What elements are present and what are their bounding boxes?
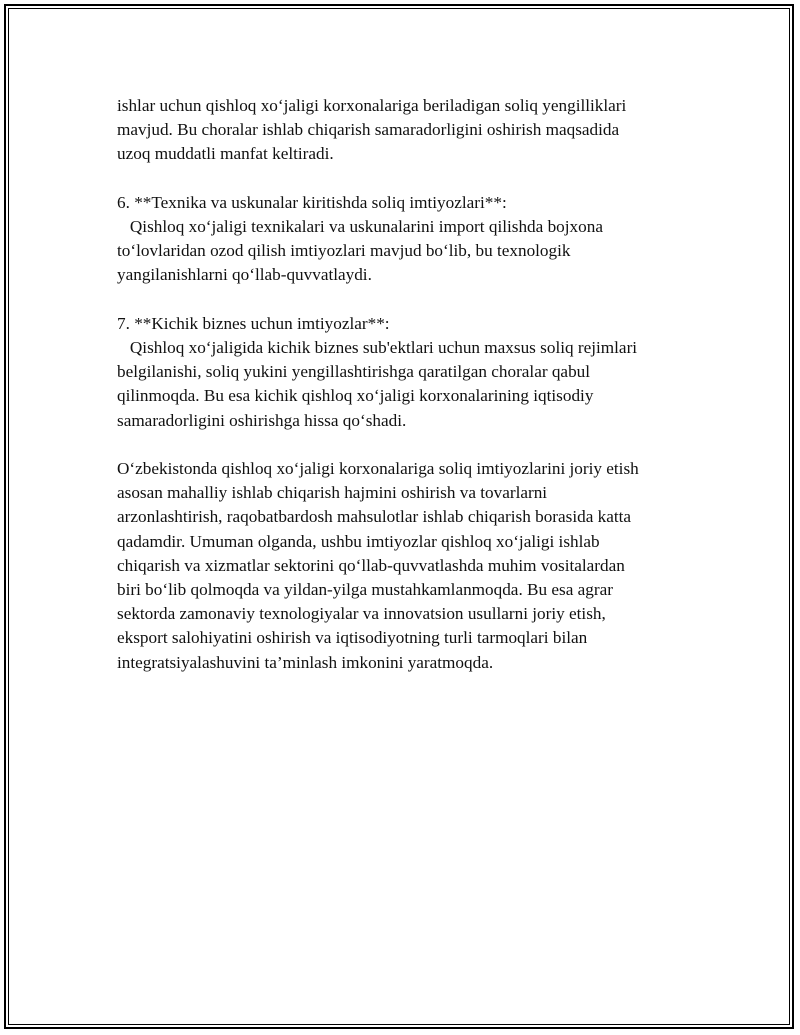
- text-line: chiqarish va xizmatlar sektorini qo‘llab-quvvatlashda muhim vositalardan: [117, 555, 625, 575]
- text-line: sektorda zamonaviy texnologiyalar va innovatsion usullarni joriy etish,: [117, 604, 606, 624]
- paragraph-gap: [117, 433, 697, 457]
- text-line: belgilanishi, soliq yukini yengillashtirishga qaratilgan choralar qabul: [117, 362, 591, 382]
- paragraph-gap: [117, 288, 697, 312]
- text-line: arzonlashtirish, raqobatbardosh mahsulotlar ishlab chiqarish borasida katta: [117, 507, 632, 527]
- text-line: integratsiyalashuvini ta’minlash imkonini yaratmoqda.: [117, 652, 494, 672]
- conclusion-paragraph: [117, 457, 697, 675]
- text-line: Qishloq xo‘jaligida kichik biznes sub'ektlari uchun maxsus soliq rejimlari: [117, 338, 638, 357]
- item-7-heading: 7. **Kichik biznes uchun imtiyozlar**:: [117, 313, 390, 333]
- text-line: yangilanishlarni qo‘llab-quvvatlaydi.: [117, 265, 372, 285]
- text-line: O‘zbekistonda qishloq xo‘jaligi korxonalariga soliq imtiyozlarini joriy etish: [117, 459, 639, 478]
- text-line: Qishloq xo‘jaligi texnikalari va uskunalarini import qilishda bojxona: [117, 217, 603, 236]
- text-line: qadamdir. Umuman olganda, ushbu imtiyozlar qishloq xo‘jaligi ishlab: [117, 531, 600, 551]
- item-6: [117, 191, 697, 288]
- item-7: [117, 312, 697, 433]
- text-line: biri bo‘lib qolmoqda va yildan-yilga mustahkamlanmoqda. Bu esa agrar: [117, 580, 613, 600]
- text-line: ishlar uchun qishloq xo‘jaligi korxonalariga beriladigan soliq yengilliklari: [117, 96, 627, 115]
- text-line: mavjud. Bu choralar ishlab chiqarish samaradorligini oshirish maqsadida: [117, 120, 620, 140]
- text-line: asosan mahalliy ishlab chiqarish hajmini oshirish va tovarlarni: [117, 483, 548, 503]
- text-line: qilinmoqda. Bu esa kichik qishloq xo‘jaligi korxonalarining iqtisodiy: [117, 386, 594, 406]
- document-body: [117, 94, 697, 675]
- text-line: to‘lovlaridan ozod qilish imtiyozlari mavjud bo‘lib, bu texnologik: [117, 241, 571, 261]
- text-line: eksport salohiyatini oshirish va iqtisodiyotning turli tarmoqlari bilan: [117, 628, 588, 648]
- item-6-heading: 6. **Texnika va uskunalar kiritishda soliq imtiyozlari**:: [117, 192, 507, 212]
- text-line: uzoq muddatli manfat keltiradi.: [117, 144, 334, 164]
- text-line: samaradorligini oshirishga hissa qo‘shadi.: [117, 410, 407, 430]
- intro-paragraph: [117, 94, 697, 167]
- paragraph-gap: [117, 167, 697, 191]
